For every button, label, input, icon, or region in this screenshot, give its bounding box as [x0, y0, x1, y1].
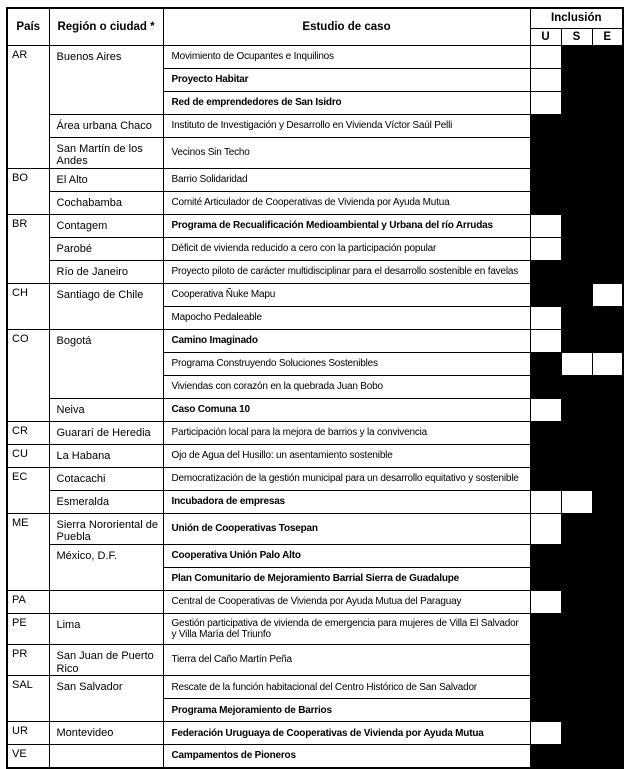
- inclusion-cell-s-filled: [561, 722, 592, 745]
- country-cell: CU: [7, 444, 49, 467]
- inclusion-cell-s-filled: [561, 214, 592, 237]
- inclusion-cell-u-empty: [530, 513, 561, 544]
- country-cell: CH: [7, 283, 49, 329]
- inclusion-cell-s-filled: [561, 676, 592, 699]
- table-row: [7, 191, 623, 214]
- inclusion-cell-u-filled: [530, 421, 561, 444]
- inclusion-cell-u-filled: [530, 745, 561, 768]
- region-cell: Guararí de Heredia: [49, 421, 163, 444]
- table-row: [7, 467, 623, 490]
- inclusion-cell-e-filled: [592, 699, 623, 722]
- table-row: [7, 745, 623, 768]
- country-cell: VE: [7, 745, 49, 768]
- inclusion-cell-u-filled: [530, 614, 561, 645]
- inclusion-cell-e-filled: [592, 114, 623, 137]
- inclusion-cell-e-filled: [592, 591, 623, 614]
- inclusion-cell-u-filled: [530, 444, 561, 467]
- header-estudio: Estudio de caso: [163, 8, 530, 45]
- case-study-cell: Programa Construyendo Soluciones Sostenibles: [163, 352, 530, 375]
- region-cell: Neiva: [49, 398, 163, 421]
- region-cell: Cotacachi: [49, 467, 163, 490]
- region-cell: [49, 745, 163, 768]
- case-study-cell: Barrio Solidaridad: [163, 168, 530, 191]
- case-study-cell: Ojo de Agua del Husillo: un asentamiento sostenible: [163, 444, 530, 467]
- inclusion-cell-s-empty: [561, 490, 592, 513]
- case-study-cell: Programa de Recualificación Medioambiental y Urbana del río Arrudas: [163, 214, 530, 237]
- inclusion-cell-s-filled: [561, 513, 592, 544]
- inclusion-cell-u-empty: [530, 490, 561, 513]
- inclusion-cell-s-filled: [561, 91, 592, 114]
- inclusion-cell-e-filled: [592, 722, 623, 745]
- inclusion-cell-s-filled: [561, 260, 592, 283]
- case-study-cell: Cooperativa Ñuke Mapu: [163, 283, 530, 306]
- inclusion-cell-e-filled: [592, 545, 623, 568]
- region-cell: Buenos Aires: [49, 45, 163, 114]
- inclusion-cell-e-filled: [592, 645, 623, 676]
- inclusion-cell-e-filled: [592, 375, 623, 398]
- case-study-cell: Proyecto Habitar: [163, 68, 530, 91]
- inclusion-cell-e-filled: [592, 260, 623, 283]
- inclusion-cell-s-filled: [561, 191, 592, 214]
- country-cell: PA: [7, 591, 49, 614]
- inclusion-cell-s-filled: [561, 168, 592, 191]
- inclusion-cell-s-filled: [561, 568, 592, 591]
- inclusion-cell-s-filled: [561, 545, 592, 568]
- header-inclusion: Inclusión: [530, 8, 623, 28]
- inclusion-cell-e-filled: [592, 45, 623, 68]
- inclusion-cell-s-filled: [561, 645, 592, 676]
- table-row: [7, 614, 623, 645]
- inclusion-cell-e-filled: [592, 191, 623, 214]
- inclusion-cell-u-filled: [530, 352, 561, 375]
- header-inclusion-s: S: [561, 28, 592, 45]
- region-cell: Parobé: [49, 237, 163, 260]
- case-study-cell: Incubadora de empresas: [163, 490, 530, 513]
- inclusion-cell-e-filled: [592, 513, 623, 544]
- inclusion-cell-e-filled: [592, 467, 623, 490]
- region-cell: Santiago de Chile: [49, 283, 163, 329]
- inclusion-cell-u-filled: [530, 568, 561, 591]
- country-cell: PE: [7, 614, 49, 645]
- table-row: [7, 444, 623, 467]
- inclusion-cell-s-filled: [561, 68, 592, 91]
- case-study-cell: Caso Comuna 10: [163, 398, 530, 421]
- region-cell: Lima: [49, 614, 163, 645]
- inclusion-cell-u-filled: [530, 168, 561, 191]
- case-study-cell: Comité Articulador de Cooperativas de Vivienda por Ayuda Mutua: [163, 191, 530, 214]
- inclusion-cell-e-filled: [592, 614, 623, 645]
- country-cell: ME: [7, 513, 49, 590]
- table-row: [7, 591, 623, 614]
- inclusion-cell-u-empty: [530, 45, 561, 68]
- inclusion-cell-u-empty: [530, 91, 561, 114]
- case-study-cell: Campamentos de Pioneros: [163, 745, 530, 768]
- inclusion-cell-u-filled: [530, 191, 561, 214]
- case-study-cell: Plan Comunitario de Mejoramiento Barrial Sierra de Guadalupe: [163, 568, 530, 591]
- table-row: [7, 513, 623, 544]
- country-cell: UR: [7, 722, 49, 745]
- region-cell: Sierra Nororiental de Puebla: [49, 513, 163, 544]
- case-study-cell: Tierra del Caño Martín Peña: [163, 645, 530, 676]
- case-study-cell: Participación local para la mejora de barrios y la convivencia: [163, 421, 530, 444]
- table-header: [7, 8, 623, 45]
- region-cell: San Juan de Puerto Rico: [49, 645, 163, 676]
- table-row: [7, 329, 623, 352]
- inclusion-cell-u-filled: [530, 699, 561, 722]
- table-row: [7, 168, 623, 191]
- inclusion-cell-u-empty: [530, 329, 561, 352]
- inclusion-cell-e-filled: [592, 568, 623, 591]
- case-study-cell: Democratización de la gestión municipal para un desarrollo equitativo y sostenible: [163, 467, 530, 490]
- inclusion-cell-s-filled: [561, 421, 592, 444]
- inclusion-cell-s-filled: [561, 444, 592, 467]
- inclusion-cell-e-filled: [592, 398, 623, 421]
- inclusion-cell-s-filled: [561, 45, 592, 68]
- case-study-cell: Programa Mejoramiento de Barrios: [163, 699, 530, 722]
- header-inclusion-u: U: [530, 28, 561, 45]
- inclusion-cell-u-filled: [530, 260, 561, 283]
- inclusion-cell-e-filled: [592, 306, 623, 329]
- case-studies-table: [6, 7, 624, 769]
- table-row: [7, 676, 623, 699]
- case-study-cell: Camino Imaginado: [163, 329, 530, 352]
- header-inclusion-e: E: [592, 28, 623, 45]
- inclusion-cell-u-filled: [530, 467, 561, 490]
- table-body: [7, 45, 623, 768]
- country-cell: EC: [7, 467, 49, 513]
- inclusion-cell-e-filled: [592, 421, 623, 444]
- table-row: [7, 137, 623, 168]
- country-cell: CR: [7, 421, 49, 444]
- region-cell: México, D.F.: [49, 545, 163, 591]
- inclusion-cell-u-empty: [530, 722, 561, 745]
- region-cell: [49, 591, 163, 614]
- inclusion-cell-u-empty: [530, 591, 561, 614]
- table-row: [7, 722, 623, 745]
- table-row: [7, 260, 623, 283]
- table-row: [7, 45, 623, 68]
- case-study-cell: Federación Uruguaya de Cooperativas de Vivienda por Ayuda Mutua: [163, 722, 530, 745]
- inclusion-cell-s-empty: [561, 352, 592, 375]
- inclusion-cell-s-filled: [561, 467, 592, 490]
- inclusion-cell-e-filled: [592, 329, 623, 352]
- country-cell: PR: [7, 645, 49, 676]
- inclusion-cell-u-empty: [530, 214, 561, 237]
- case-study-cell: Movimiento de Ocupantes e Inquilinos: [163, 45, 530, 68]
- inclusion-cell-s-filled: [561, 283, 592, 306]
- inclusion-cell-e-filled: [592, 676, 623, 699]
- inclusion-cell-s-filled: [561, 398, 592, 421]
- inclusion-cell-u-filled: [530, 645, 561, 676]
- table-row: [7, 545, 623, 568]
- table-row: [7, 490, 623, 513]
- table-row: [7, 283, 623, 306]
- region-cell: La Habana: [49, 444, 163, 467]
- case-study-cell: Red de emprendedores de San Isidro: [163, 91, 530, 114]
- inclusion-cell-s-filled: [561, 114, 592, 137]
- header-region: Región o ciudad *: [49, 8, 163, 45]
- inclusion-cell-e-filled: [592, 68, 623, 91]
- inclusion-cell-s-filled: [561, 137, 592, 168]
- inclusion-cell-e-filled: [592, 237, 623, 260]
- table-row: [7, 421, 623, 444]
- inclusion-cell-u-filled: [530, 375, 561, 398]
- inclusion-cell-s-filled: [561, 375, 592, 398]
- case-study-cell: Rescate de la función habitacional del Centro Histórico de San Salvador: [163, 676, 530, 699]
- inclusion-cell-s-filled: [561, 614, 592, 645]
- inclusion-cell-e-empty: [592, 352, 623, 375]
- case-study-cell: Mapocho Pedaleable: [163, 306, 530, 329]
- inclusion-cell-u-empty: [530, 68, 561, 91]
- region-cell: San Martín de los Andes: [49, 137, 163, 168]
- country-cell: BR: [7, 214, 49, 283]
- table-row: [7, 114, 623, 137]
- country-cell: AR: [7, 45, 49, 168]
- region-cell: Esmeralda: [49, 490, 163, 513]
- region-cell: Área urbana Chaco: [49, 114, 163, 137]
- inclusion-cell-u-empty: [530, 398, 561, 421]
- table-row: [7, 237, 623, 260]
- inclusion-cell-e-empty: [592, 283, 623, 306]
- inclusion-cell-e-filled: [592, 137, 623, 168]
- table-row: [7, 214, 623, 237]
- case-study-cell: Cooperativa Unión Palo Alto: [163, 545, 530, 568]
- inclusion-cell-e-filled: [592, 444, 623, 467]
- region-cell: San Salvador: [49, 676, 163, 722]
- case-study-cell: Déficit de vivienda reducido a cero con la participación popular: [163, 237, 530, 260]
- country-cell: CO: [7, 329, 49, 421]
- case-study-cell: Central de Cooperativas de Vivienda por Ayuda Mutua del Paraguay: [163, 591, 530, 614]
- inclusion-cell-e-filled: [592, 214, 623, 237]
- region-cell: Contagem: [49, 214, 163, 237]
- case-study-cell: Unión de Cooperativas Tosepan: [163, 513, 530, 544]
- case-study-cell: Gestión participativa de vivienda de emergencia para mujeres de Villa El Salvador y Villa María del Triunfo: [163, 614, 530, 645]
- inclusion-cell-u-filled: [530, 114, 561, 137]
- region-cell: Río de Janeiro: [49, 260, 163, 283]
- inclusion-cell-s-filled: [561, 745, 592, 768]
- inclusion-cell-e-filled: [592, 91, 623, 114]
- header-pais: País: [7, 8, 49, 45]
- table-row: [7, 398, 623, 421]
- case-study-cell: Proyecto piloto de carácter multidisciplinar para el desarrollo sostenible en favelas: [163, 260, 530, 283]
- case-study-cell: Instituto de Investigación y Desarrollo en Vivienda Víctor Saúl Pelli: [163, 114, 530, 137]
- inclusion-cell-s-filled: [561, 329, 592, 352]
- region-cell: Bogotá: [49, 329, 163, 398]
- inclusion-cell-e-filled: [592, 745, 623, 768]
- country-cell: SAL: [7, 676, 49, 722]
- inclusion-cell-u-filled: [530, 283, 561, 306]
- inclusion-cell-s-filled: [561, 591, 592, 614]
- inclusion-cell-u-empty: [530, 237, 561, 260]
- inclusion-cell-u-filled: [530, 545, 561, 568]
- inclusion-cell-u-filled: [530, 676, 561, 699]
- region-cell: Cochabamba: [49, 191, 163, 214]
- inclusion-cell-s-filled: [561, 699, 592, 722]
- inclusion-cell-e-filled: [592, 490, 623, 513]
- table-row: [7, 645, 623, 676]
- region-cell: Montevideo: [49, 722, 163, 745]
- region-cell: El Alto: [49, 168, 163, 191]
- inclusion-cell-s-filled: [561, 237, 592, 260]
- case-study-cell: Vecinos Sin Techo: [163, 137, 530, 168]
- country-cell: BO: [7, 168, 49, 214]
- inclusion-cell-u-filled: [530, 137, 561, 168]
- inclusion-cell-e-filled: [592, 168, 623, 191]
- case-study-cell: Viviendas con corazón en la quebrada Juan Bobo: [163, 375, 530, 398]
- inclusion-cell-u-empty: [530, 306, 561, 329]
- inclusion-cell-s-filled: [561, 306, 592, 329]
